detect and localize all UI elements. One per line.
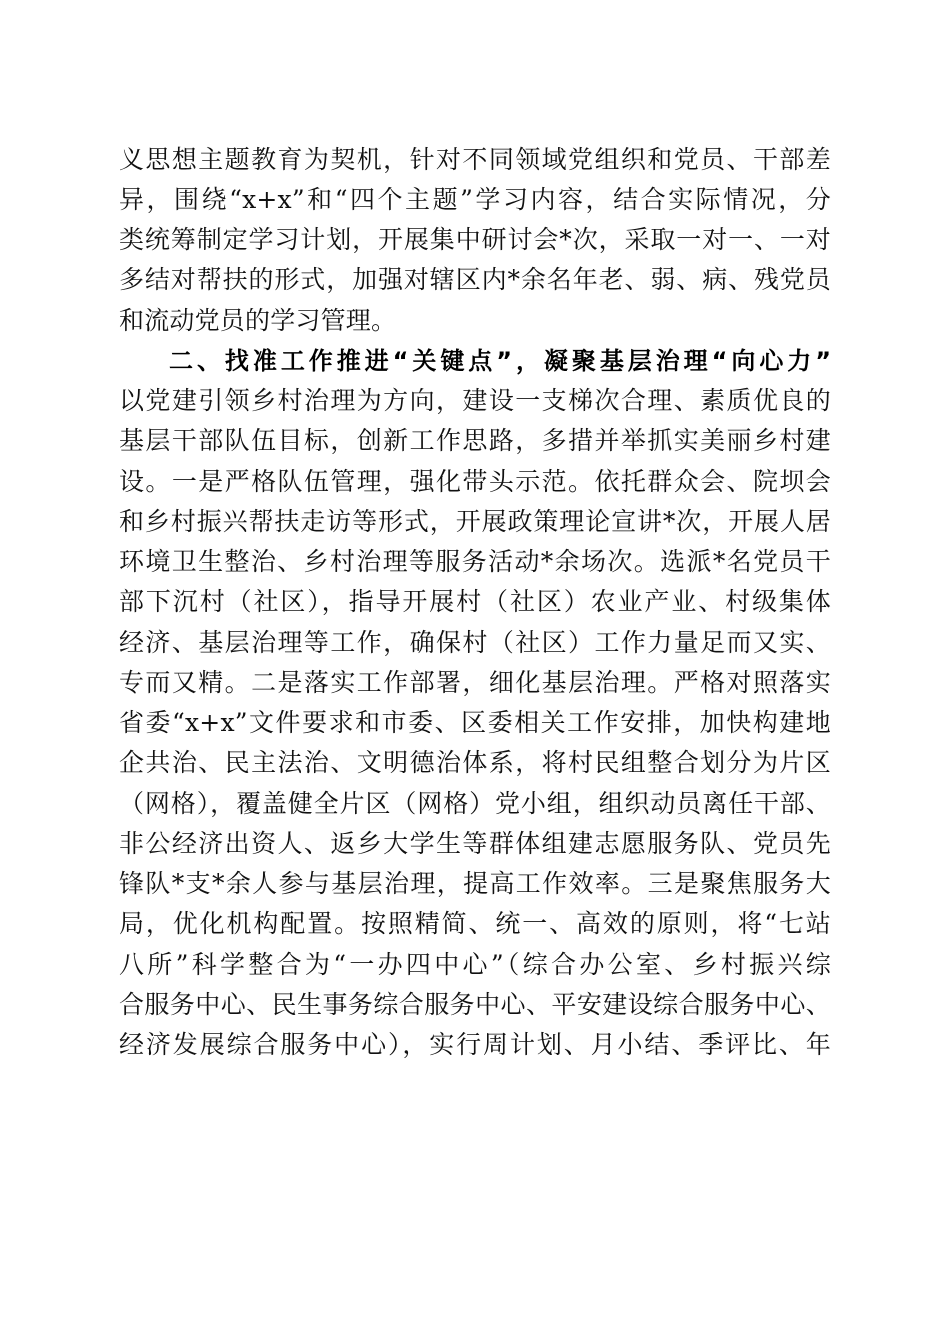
section-heading: 二、找准工作推进“关键点”，凝聚基层治理“向心力” [169, 347, 831, 375]
text-line: 锋队*支*余人参与基层治理，提高工作效率。三是聚焦服务大 [119, 869, 831, 898]
text-line: 部下沉村（社区），指导开展村（社区）农业产业、村级集体 [119, 587, 831, 616]
text-line: 专而又精。二是落实工作部署，细化基层治理。严格对照落实 [119, 668, 831, 697]
text-line: 经济发展综合服务中心），实行周计划、月小结、季评比、年 [119, 1030, 831, 1059]
text-line: 非公经济出资人、返乡大学生等群体组建志愿服务队、党员先 [119, 829, 831, 858]
text-line: 和乡村振兴帮扶走访等形式，开展政策理论宣讲*次，开展人居 [119, 507, 831, 536]
text-line: 义思想主题教育为契机，针对不同领域党组织和党员、干部差 [119, 145, 831, 174]
text-line: 合服务中心、民生事务综合服务中心、平安建设综合服务中心、 [119, 990, 831, 1019]
text-line: 局，优化机构配置。按照精简、统一、高效的原则，将“七站 [119, 909, 831, 938]
text-line: 基层干部队伍目标，创新工作思路，多措并举抓实美丽乡村建 [119, 426, 831, 455]
text-line: 八所”科学整合为“一办四中心”（综合办公室、乡村振兴综 [119, 950, 831, 979]
text-line: 设。一是严格队伍管理，强化带头示范。依托群众会、院坝会 [119, 467, 831, 496]
text-line: 企共治、民主法治、文明德治体系，将村民组整合划分为片区 [119, 748, 831, 777]
text-line: （网格），覆盖健全片区（网格）党小组，组织动员离任干部、 [119, 789, 831, 818]
text-line: 类统筹制定学习计划，开展集中研讨会*次，采取一对一、一对 [119, 225, 831, 254]
text-line: 异，围绕“x+x”和“四个主题”学习内容，结合实际情况，分 [119, 185, 831, 214]
text-line: 和流动党员的学习管理。 [119, 306, 397, 335]
text-line: 省委“x+x”文件要求和市委、区委相关工作安排，加快构建地 [119, 708, 831, 737]
text-line: 环境卫生整治、乡村治理等服务活动*余场次。选派*名党员干 [119, 547, 831, 576]
text-line: 以党建引领乡村治理为方向，建设一支梯次合理、素质优良的 [119, 386, 831, 415]
text-line: 多结对帮扶的形式，加强对辖区内*余名年老、弱、病、残党员 [119, 265, 831, 294]
text-line: 经济、基层治理等工作，确保村（社区）工作力量足而又实、 [119, 628, 831, 657]
